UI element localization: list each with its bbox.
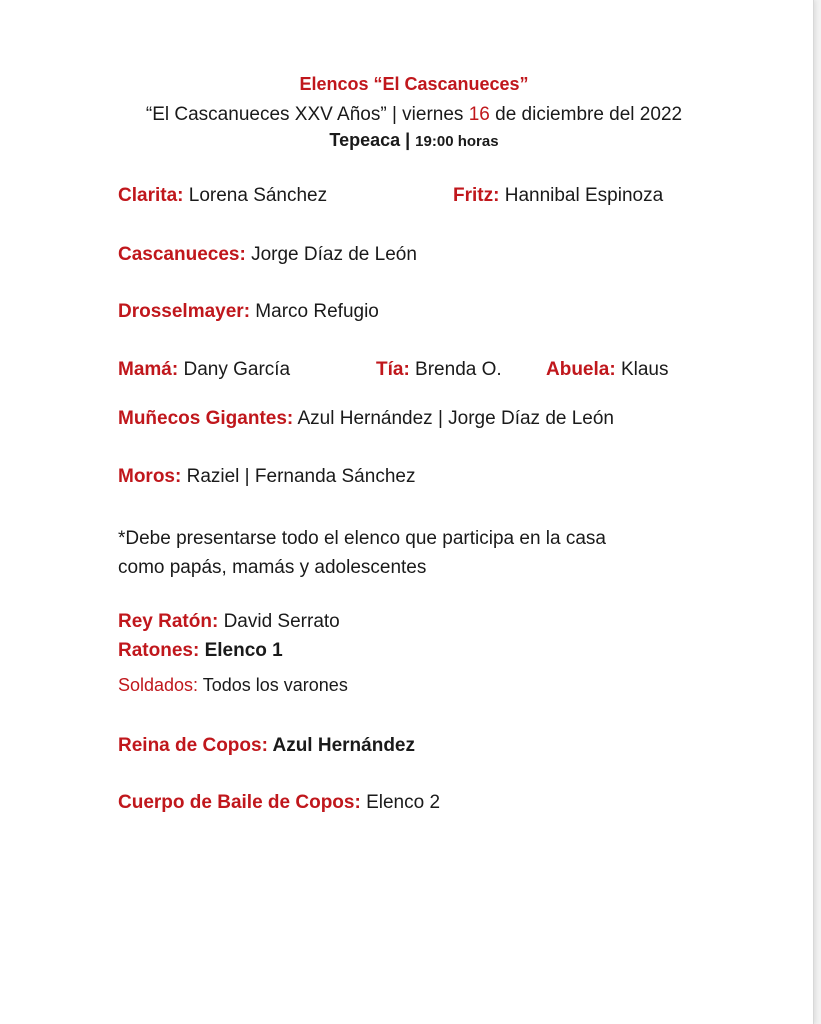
- cast-line-mama: [118, 359, 290, 381]
- role-label: Cascanueces:: [118, 244, 246, 265]
- cast-note: [118, 524, 718, 582]
- role-label: Cuerpo de Baile de Copos:: [118, 792, 361, 813]
- cast-line-clarita: [118, 185, 327, 207]
- performer-name: Lorena Sánchez: [183, 185, 328, 206]
- performer-name: Klaus: [615, 359, 669, 380]
- cast-line-reina-copos: [118, 735, 415, 757]
- role-label: Abuela:: [546, 359, 616, 380]
- role-label: Fritz:: [453, 185, 500, 206]
- performer-name: Elenco 2: [360, 792, 441, 813]
- performer-name: Jorge Díaz de León: [245, 244, 417, 265]
- cast-line-abuela: [546, 359, 669, 381]
- performer-name: Marco Refugio: [250, 301, 379, 322]
- role-label: Drosselmayer:: [118, 301, 251, 322]
- role-label: Mamá:: [118, 359, 179, 380]
- event-subtitle: [0, 104, 821, 126]
- performer-name: Raziel | Fernanda Sánchez: [181, 466, 416, 487]
- cast-line-tia: [376, 359, 502, 381]
- role-label: Clarita:: [118, 185, 184, 206]
- performer-name: Hannibal Espinoza: [499, 185, 664, 206]
- role-label: Rey Ratón:: [118, 611, 219, 632]
- role-label: Tía:: [376, 359, 410, 380]
- performer-name: Brenda O.: [409, 359, 502, 380]
- cast-line-drosselmayer: [118, 301, 379, 323]
- performer-name: Todos los varones: [198, 675, 348, 695]
- place-name: Tepeaca |: [329, 130, 416, 150]
- performer-name: Azul Hernández: [267, 735, 415, 756]
- document-title: Elencos “El Cascanueces”: [299, 74, 529, 94]
- event-day: 16: [468, 104, 490, 125]
- performer-name: Dany García: [178, 359, 291, 380]
- subtitle-date: de diciembre del 2022: [489, 104, 683, 125]
- cast-line-munecos: [118, 408, 614, 430]
- cast-line-cascanueces: [118, 244, 417, 266]
- cast-line-rey-raton: [118, 611, 340, 633]
- cast-line-ratones: [118, 640, 283, 662]
- role-label: Soldados:: [118, 675, 199, 695]
- role-label: Moros:: [118, 466, 182, 487]
- performer-name: Azul Hernández | Jorge Díaz de León: [293, 408, 614, 429]
- role-label: Muñecos Gigantes:: [118, 408, 294, 429]
- event-place: [0, 130, 821, 151]
- performer-name: David Serrato: [218, 611, 340, 632]
- cast-line-soldados: [118, 675, 348, 696]
- event-time: 19:00 horas: [415, 133, 499, 150]
- note-line: *Debe presentarse todo el elenco que participa en la casa: [118, 528, 606, 549]
- role-label: Ratones:: [118, 640, 200, 661]
- note-line: como papás, mamás y adolescentes: [118, 557, 427, 578]
- cast-line-cuerpo-copos: [118, 792, 440, 814]
- cast-line-moros: [118, 466, 415, 488]
- role-label: Reina de Copos:: [118, 735, 268, 756]
- cast-line-fritz: [453, 185, 663, 207]
- subtitle-text: “El Cascanueces XXV Años” | viernes: [145, 104, 469, 125]
- performer-name: Elenco 1: [199, 640, 283, 661]
